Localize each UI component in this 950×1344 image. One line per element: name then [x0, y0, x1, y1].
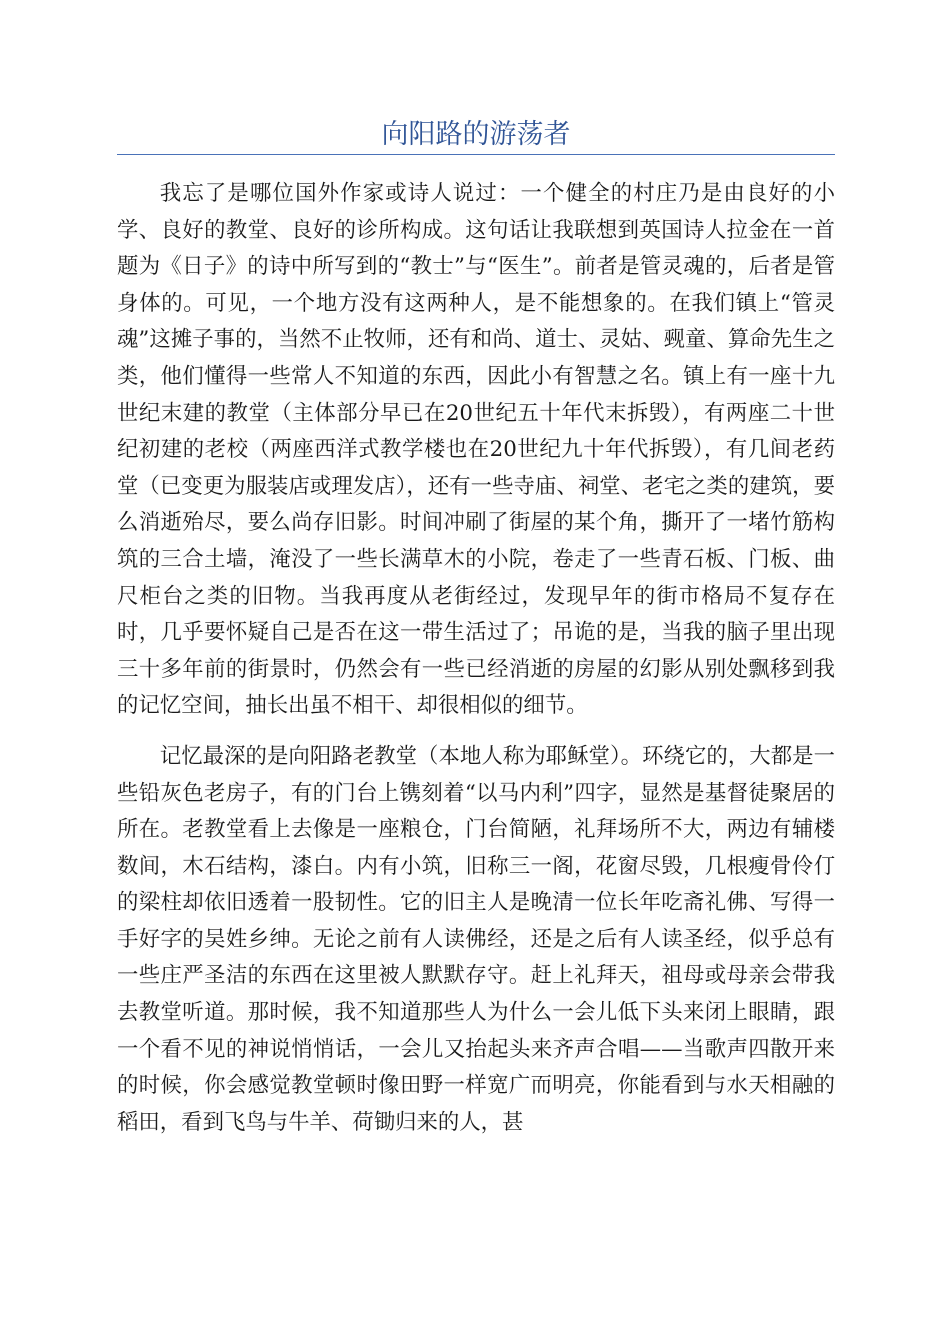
body-paragraph: 我忘了是哪位国外作家或诗人说过：一个健全的村庄乃是由良好的小学、良好的教堂、良好的诊所构成。这句话让我联想到英国诗人拉金在一首题为《日子》的诗中所写到的“教士”与“医生”。前者是管灵魂的，后者是管身体的。可见，一个地方没有这两种人，是不能想象的。在我们镇上“管灵魂”这摊子事的，当然不止牧师，还有和尚、道士、灵姑、觋童、算命先生之类，他们懂得一些常人不知道的东西，因此小有智慧之名。镇上有一座十九世纪末建的教堂（主体部分早已在20世纪五十年代末拆毁），有两座二十世纪初建的老校（两座西洋式教学楼也在20世纪九十年代拆毁），有几间老药堂（已变更为服装店或理发店），还有一些寺庙、祠堂、老宅之类的建筑，要么消逝殆尽，要么尚存旧影。时间冲刷了街屋的某个角，撕开了一堵竹筋构筑的三合土墙，淹没了一些长满草木的小院，卷走了一些青石板、门板、曲尺柜台之类的旧物。当我再度从老街经过，发现早年的街市格局不复存在时，几乎要怀疑自己是否在这一带生活过了；吊诡的是，当我的脑子里出现三十多年前的街景时，仍然会有一些已经消逝的房屋的幻影从别处飘移到我的记忆空间，抽长出虽不相干、却很相似的细节。	[117, 181, 835, 719]
document-title: 向阳路的游荡者	[381, 119, 571, 150]
document-body	[117, 176, 835, 1155]
title-underline	[117, 154, 835, 155]
body-paragraph: 记忆最深的是向阳路老教堂（本地人称为耶稣堂）。环绕它的，大都是一些铅灰色老房子，有的门台上镌刻着“以马内利”四字，显然是基督徒聚居的所在。老教堂看上去像是一座粮仓，门台简陋，礼拜场所不大，两边有辅楼数间，木石结构，漆白。内有小筑，旧称三一阁，花窗尽毁，几根瘦骨伶仃的梁柱却依旧透着一股韧性。它的旧主人是晚清一位长年吃斋礼佛、写得一手好字的吴姓乡绅。无论之前有人读佛经，还是之后有人读圣经，似乎总有一些庄严圣洁的东西在这里被人默默存守。赶上礼拜天，祖母或母亲会带我去教堂听道。那时候，我不知道那些人为什么一会儿低下头来闭上眼睛，跟一个看不见的神说悄悄话，一会儿又抬起头来齐声合唱——当歌声四散开来的时候，你会感觉教堂顿时像田野一样宽广而明亮，你能看到与水天相融的稻田，看到飞鸟与牛羊、荷锄归来的人，甚	[117, 743, 835, 1135]
